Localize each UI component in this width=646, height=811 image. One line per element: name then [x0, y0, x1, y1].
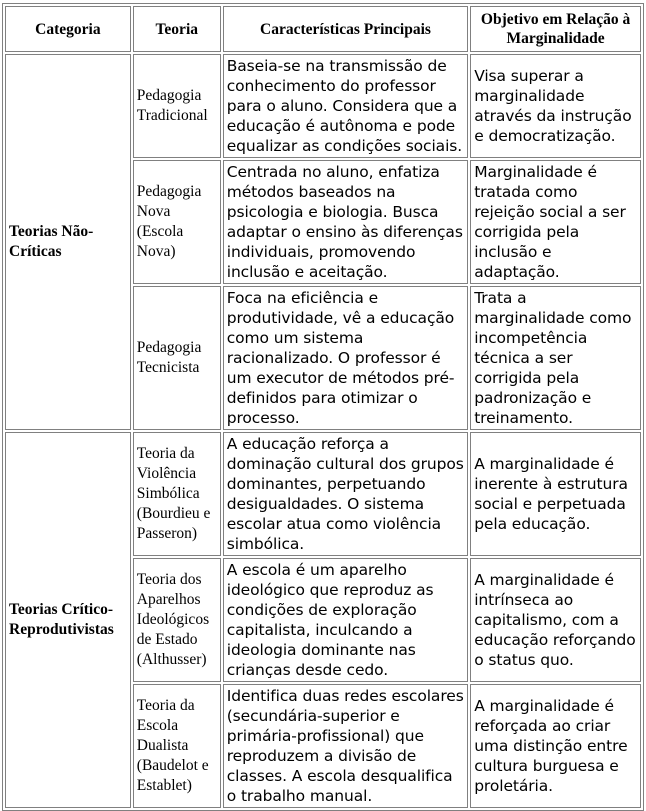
- header-characteristics: Características Principais: [223, 6, 468, 52]
- characteristics-cell: Centrada no aluno, enfatiza métodos baseados na psicologia e biologia. Busca adaptar o ensino às diferenças individuais, promovendo inclusão e aceitação.: [223, 160, 468, 284]
- objective-cell: Visa superar a marginalidade através da instrução e democratização.: [470, 54, 641, 158]
- theory-cell: Teoria da Escola Dualista (Baudelot e Establet): [133, 684, 221, 808]
- header-objective: Objetivo em Relação à Marginalidade: [470, 6, 641, 52]
- category-cell: Teorias Crítico-Reprodutivistas: [5, 432, 131, 808]
- theory-cell: Pedagogia Nova (Escola Nova): [133, 160, 221, 284]
- characteristics-cell: A educação reforça a dominação cultural dos grupos dominantes, perpetuando desigualdades. O sistema escolar atua como violência simbólica.: [223, 432, 468, 556]
- header-category: Categoria: [5, 6, 131, 52]
- characteristics-cell: Baseia-se na transmissão de conhecimento do professor para o aluno. Considera que a educação é autônoma e pode equalizar as condições sociais.: [223, 54, 468, 158]
- objective-cell: A marginalidade é intrínseca ao capitalismo, com a educação reforçando o status quo.: [470, 558, 641, 682]
- category-cell: Teorias Não-Críticas: [5, 54, 131, 430]
- table-row: [5, 432, 641, 556]
- theory-cell: Pedagogia Tradicional: [133, 54, 221, 158]
- objective-cell: A marginalidade é reforçada ao criar uma distinção entre cultura burguesa e proletária.: [470, 684, 641, 808]
- header-row: [5, 6, 641, 52]
- characteristics-cell: Identifica duas redes escolares (secundária-superior e primária-profissional) que reproduzem a divisão de classes. A escola desqualifica o trabalho manual.: [223, 684, 468, 808]
- comparison-table: [2, 3, 644, 811]
- objective-cell: Trata a marginalidade como incompetência técnica a ser corrigida pela padronização e treinamento.: [470, 286, 641, 430]
- table-row: [5, 54, 641, 158]
- characteristics-cell: A escola é um aparelho ideológico que reproduz as condições de exploração capitalista, inculcando a ideologia dominante nas crianças desde cedo.: [223, 558, 468, 682]
- theory-cell: Teoria da Violência Simbólica (Bourdieu e Passeron): [133, 432, 221, 556]
- characteristics-cell: Foca na eficiência e produtividade, vê a educação como um sistema racionalizado. O professor é um executor de métodos pré-definidos para otimizar o processo.: [223, 286, 468, 430]
- header-theory: Teoria: [133, 6, 221, 52]
- objective-cell: A marginalidade é inerente à estrutura social e perpetuada pela educação.: [470, 432, 641, 556]
- objective-cell: Marginalidade é tratada como rejeição social a ser corrigida pela inclusão e adaptação.: [470, 160, 641, 284]
- theory-cell: Pedagogia Tecnicista: [133, 286, 221, 430]
- theory-cell: Teoria dos Aparelhos Ideológicos de Estado (Althusser): [133, 558, 221, 682]
